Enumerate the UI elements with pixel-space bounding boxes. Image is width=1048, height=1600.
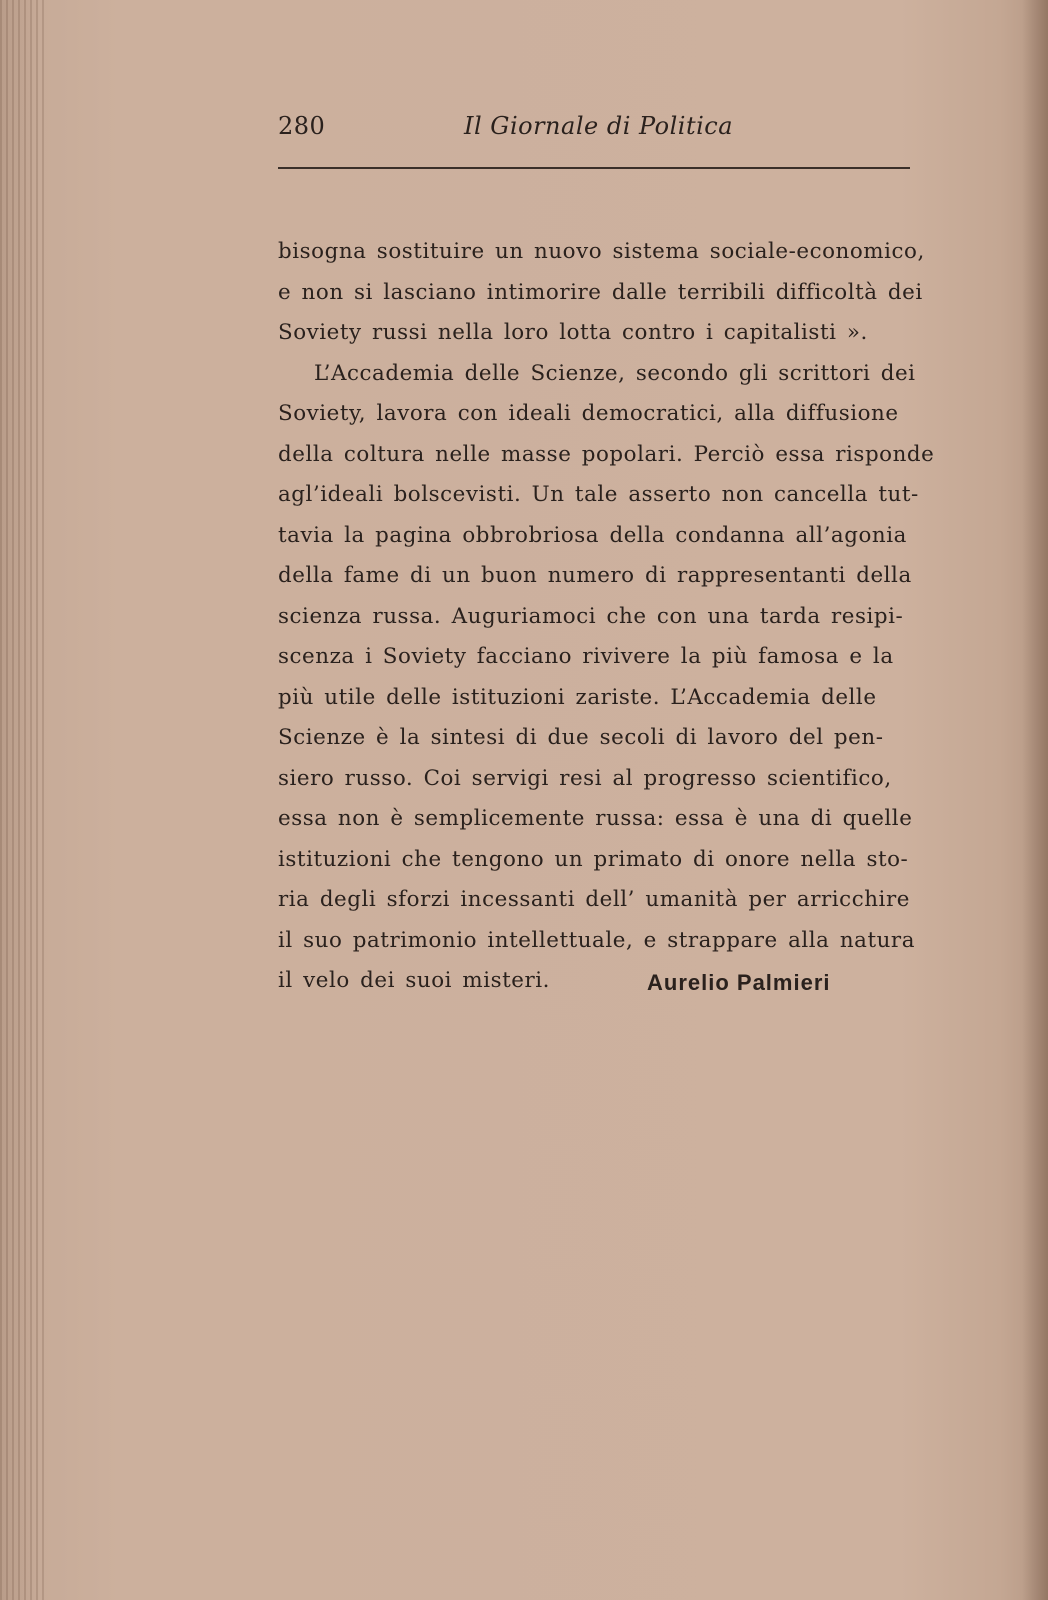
text-line: della fame di un buon numero di rappresentanti della <box>278 563 912 588</box>
text-line: della coltura nelle masse popolari. Perciò essa risponde <box>278 441 935 467</box>
page-edge-right <box>1022 0 1048 1600</box>
page-header <box>278 112 910 148</box>
text-line: e non si lasciano intimorire dalle terribili difficoltà dei <box>278 279 923 305</box>
running-title: Il Giornale di Politica <box>464 112 734 140</box>
text-line: tavia la pagina obbrobriosa della condanna all’agonia <box>278 522 907 548</box>
header-rule <box>278 167 910 169</box>
body-text <box>278 232 935 1002</box>
text-line: istituzioni che tengono un primato di onore nella sto- <box>278 846 909 872</box>
text-line: Soviety, lavora con ideali democratici, alla diffusione <box>278 401 899 426</box>
text-line: scenza i Soviety facciano rivivere la più famosa e la <box>278 644 894 669</box>
page-edge-left <box>0 0 48 1600</box>
text-line: L’Accademia delle Scienze, secondo gli scrittori dei <box>314 360 916 386</box>
text-line: ria degli sforzi incessanti dell’ umanità per arricchire <box>278 887 910 912</box>
text-line: bisogna sostituire un nuovo sistema sociale-economico, <box>278 239 925 264</box>
text-line: Soviety russi nella loro lotta contro i capitalisti ». <box>278 320 868 345</box>
text-line: il suo patrimonio intellettuale, e strappare alla natura <box>278 927 916 953</box>
text-line: il velo dei suoi misteri. <box>278 968 550 993</box>
text-line: più utile delle istituzioni zariste. L’Accademia delle <box>278 684 877 710</box>
text-line: essa non è semplicemente russa: essa è una di quelle <box>278 806 913 831</box>
text-line: agl’ideali bolscevisti. Un tale asserto non cancella tut- <box>278 482 919 507</box>
author-signature: Aurelio Palmieri <box>647 970 831 995</box>
text-line: scienza russa. Auguriamoci che con una tarda resipi- <box>278 603 904 629</box>
text-line: Scienze è la sintesi di due secoli di lavoro del pen- <box>278 725 884 750</box>
page-number: 280 <box>278 112 326 140</box>
text-line: siero russo. Coi servigi resi al progresso scientifico, <box>278 765 892 791</box>
